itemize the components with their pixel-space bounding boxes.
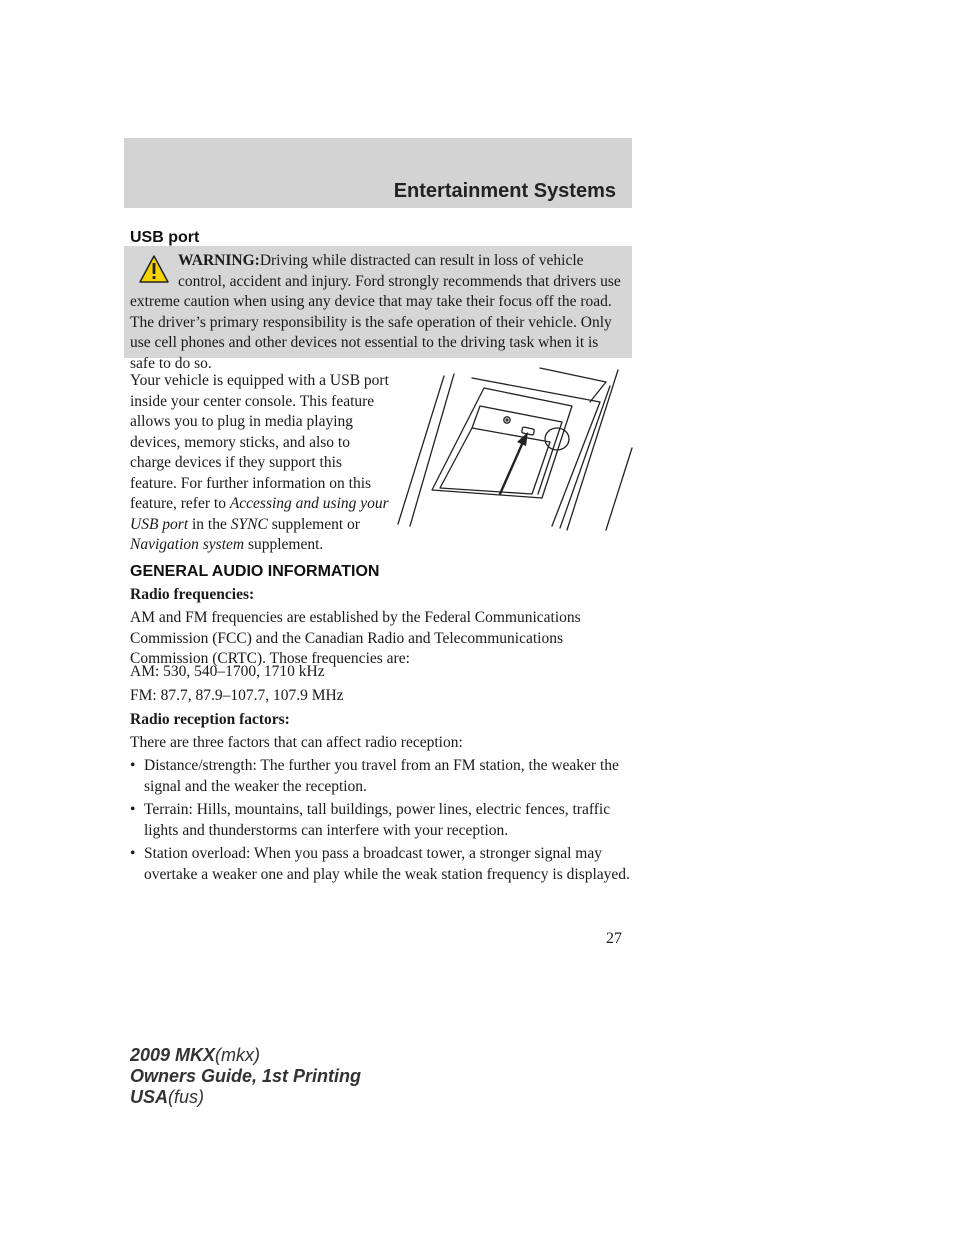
bullet-symbol: • — [130, 845, 136, 862]
list-item — [130, 756, 630, 797]
section-header-band — [124, 138, 632, 208]
page-number: 27 — [606, 930, 622, 947]
section-title: Entertainment Systems — [393, 180, 616, 202]
usb-reference-connector: in the — [188, 515, 231, 533]
am-frequencies: AM: 530, 540–1700, 1710 kHz — [130, 663, 325, 680]
usb-console-illustration — [392, 366, 637, 531]
footer-market-code: (fus) — [168, 1087, 205, 1107]
footer-market: USA — [130, 1087, 169, 1107]
warning-label: WARNING: — [178, 252, 260, 269]
list-item — [130, 800, 630, 841]
warning-text — [130, 251, 626, 374]
radio-frequencies-text: AM and FM frequencies are established by the Federal Communications Commission (FCC) and the Canadian Radio and Telecommunications Commission (CRTC). Those frequencies are: — [130, 609, 581, 667]
bullet-text-terrain: Terrain: Hills, mountains, tall buildings, power lines, electric fences, traffic lights and thunderstorms can interfere with your reception. — [144, 801, 611, 839]
list-item — [130, 844, 630, 885]
bullet-symbol: • — [130, 801, 136, 818]
general-audio-heading: GENERAL AUDIO INFORMATION — [130, 563, 380, 580]
footer-line-2: Owners Guide, 1st Printing — [130, 1066, 362, 1086]
reception-factors-heading: Radio reception factors: — [130, 711, 290, 728]
footer-model: 2009 MKX — [130, 1045, 216, 1065]
sync-reference: SYNC — [230, 515, 268, 533]
reception-intro: There are three factors that can affect radio reception: — [130, 734, 463, 751]
footer-model-code: (mkx) — [215, 1045, 261, 1065]
bullet-text-distance: Distance/strength: The further you travel from an FM station, the weaker the signal and the weaker the reception. — [144, 757, 619, 795]
usb-reference-connector-2: supplement or — [267, 515, 360, 533]
print-footer — [130, 1045, 361, 1108]
usb-reference-end: supplement. — [244, 536, 324, 553]
usb-reference-title: Accessing and using your USB port — [130, 495, 389, 533]
radio-frequencies-heading: Radio frequencies: — [130, 586, 255, 603]
bullet-text-station-overload: Station overload: When you pass a broadcast tower, a stronger signal may overtake a weaker one and play while the weak station frequency is displayed. — [144, 845, 630, 883]
warning-box — [124, 246, 632, 372]
usb-description — [130, 371, 392, 556]
footer-line-1 — [130, 1045, 361, 1066]
navigation-reference: Navigation system — [130, 536, 245, 553]
footer-line-3 — [130, 1087, 361, 1108]
bullet-symbol: • — [130, 757, 136, 774]
warning-body: Driving while distracted can result in loss of vehicle control, accident and injury. Ford strongly recommends that drivers use extreme caution when using any device that may take their focus off the road. The driver’s primary responsibility is the safe operation of their vehicle. Only use cell phones and other devices not essential to the driving task when it is safe to do so. — [130, 252, 621, 372]
fm-frequencies: FM: 87.7, 87.9–107.7, 107.9 MHz — [130, 687, 344, 704]
usb-port-heading: USB port — [130, 229, 200, 246]
usb-intro-text: Your vehicle is equipped with a USB port inside your center console. This feature allows you to plug in media playing devices, memory sticks, and also to charge devices if they support this feature. For further information on this feature, refer to — [130, 372, 389, 512]
